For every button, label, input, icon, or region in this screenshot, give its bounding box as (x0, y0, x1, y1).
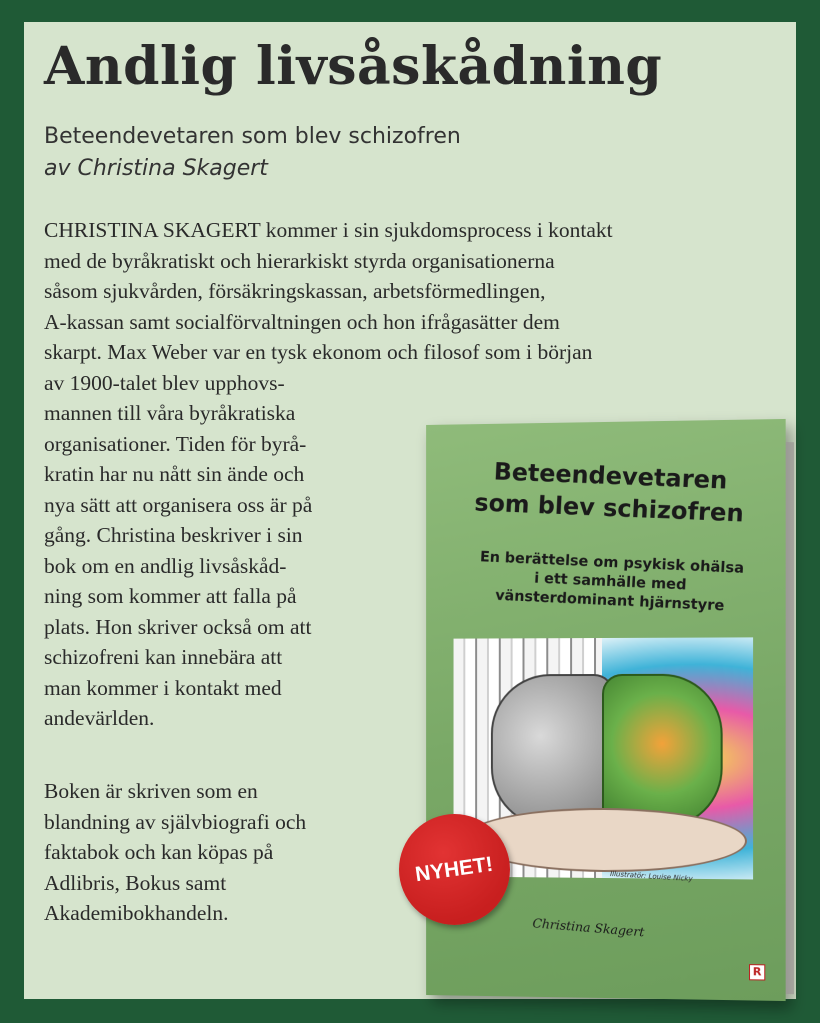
paragraph-line: blandning av självbiografi och (44, 809, 307, 834)
paragraph-line: Adlibris, Bokus samt (44, 870, 227, 895)
paragraph-line: såsom sjukvården, försäkringskassan, arbetsförmedlingen, (44, 279, 546, 303)
paragraph-line: mannen till våra byråkratiska (44, 401, 296, 425)
publisher-logo-icon: R (749, 964, 765, 980)
paragraph-line: med de byråkratiskt och hierarkiskt styrda organisationerna (44, 248, 555, 273)
colorful-brain-half (602, 674, 723, 829)
book-cover-subtitle-line: En berättelse om psykisk ohälsa (479, 549, 745, 577)
paragraph-line: gång. Christina beskriver i sin (44, 523, 303, 547)
article-title: Andlig livsåskådning (44, 36, 663, 97)
paragraph-line: plats. Hon skriver också om att (44, 614, 312, 639)
book-cover-subtitle-line: i ett samhälle med (533, 570, 687, 594)
book-cover-illustrator: Illustratör: Louise Nicky (609, 869, 693, 884)
paragraph-line: ning som kommer att falla på (44, 584, 297, 608)
paragraph-line: kratin har nu nått sin ände och (44, 462, 305, 486)
book-cover-author: Christina Skagert (532, 915, 645, 940)
paragraph-line: A-kassan samt socialförvaltningen och hon ifrågasätter dem (44, 309, 560, 334)
new-badge-label: NYHET! (414, 852, 495, 886)
book-cover-subtitle-line: vänsterdominant hjärnstyre (494, 587, 725, 615)
paragraph-line: man kommer i kontakt med (44, 675, 282, 700)
paragraph-line: andevärlden. (44, 706, 155, 730)
book-cover-subtitle (460, 548, 762, 618)
paragraph-line: skarpt. Max Weber var en tysk ekonom och filosof som i början (44, 340, 593, 364)
paragraph-line: av 1900-talet blev upphovs- (44, 370, 285, 395)
new-badge (399, 814, 510, 925)
paragraph-2 (44, 776, 306, 929)
paragraph-line: nya sätt att organisera oss är på (44, 492, 313, 517)
paragraph-line: Akademibokhandeln. (44, 901, 229, 925)
book-cover-title-line: som blev schizofren (473, 488, 745, 528)
paragraph-line: schizofreni kan innebära att (44, 645, 283, 669)
paragraph-line: faktabok och kan köpas på (44, 840, 274, 864)
article-subtitle: Beteendevetaren som blev schizofren (44, 124, 461, 149)
paragraph-line: Boken är skriven som en (44, 779, 258, 803)
book-cover-title (454, 454, 767, 530)
paragraph-line: CHRISTINA SKAGERT kommer i sin sjukdomsprocess i kontakt (44, 218, 613, 242)
paragraph-line: organisationer. Tiden för byrå- (44, 431, 307, 456)
paragraph-line: bok om en andlig livsåskåd- (44, 553, 287, 578)
book-cover-title-line: Beteendevetaren (493, 457, 729, 495)
article-author: av Christina Skagert (44, 156, 268, 181)
mechanical-brain-half (491, 674, 614, 828)
